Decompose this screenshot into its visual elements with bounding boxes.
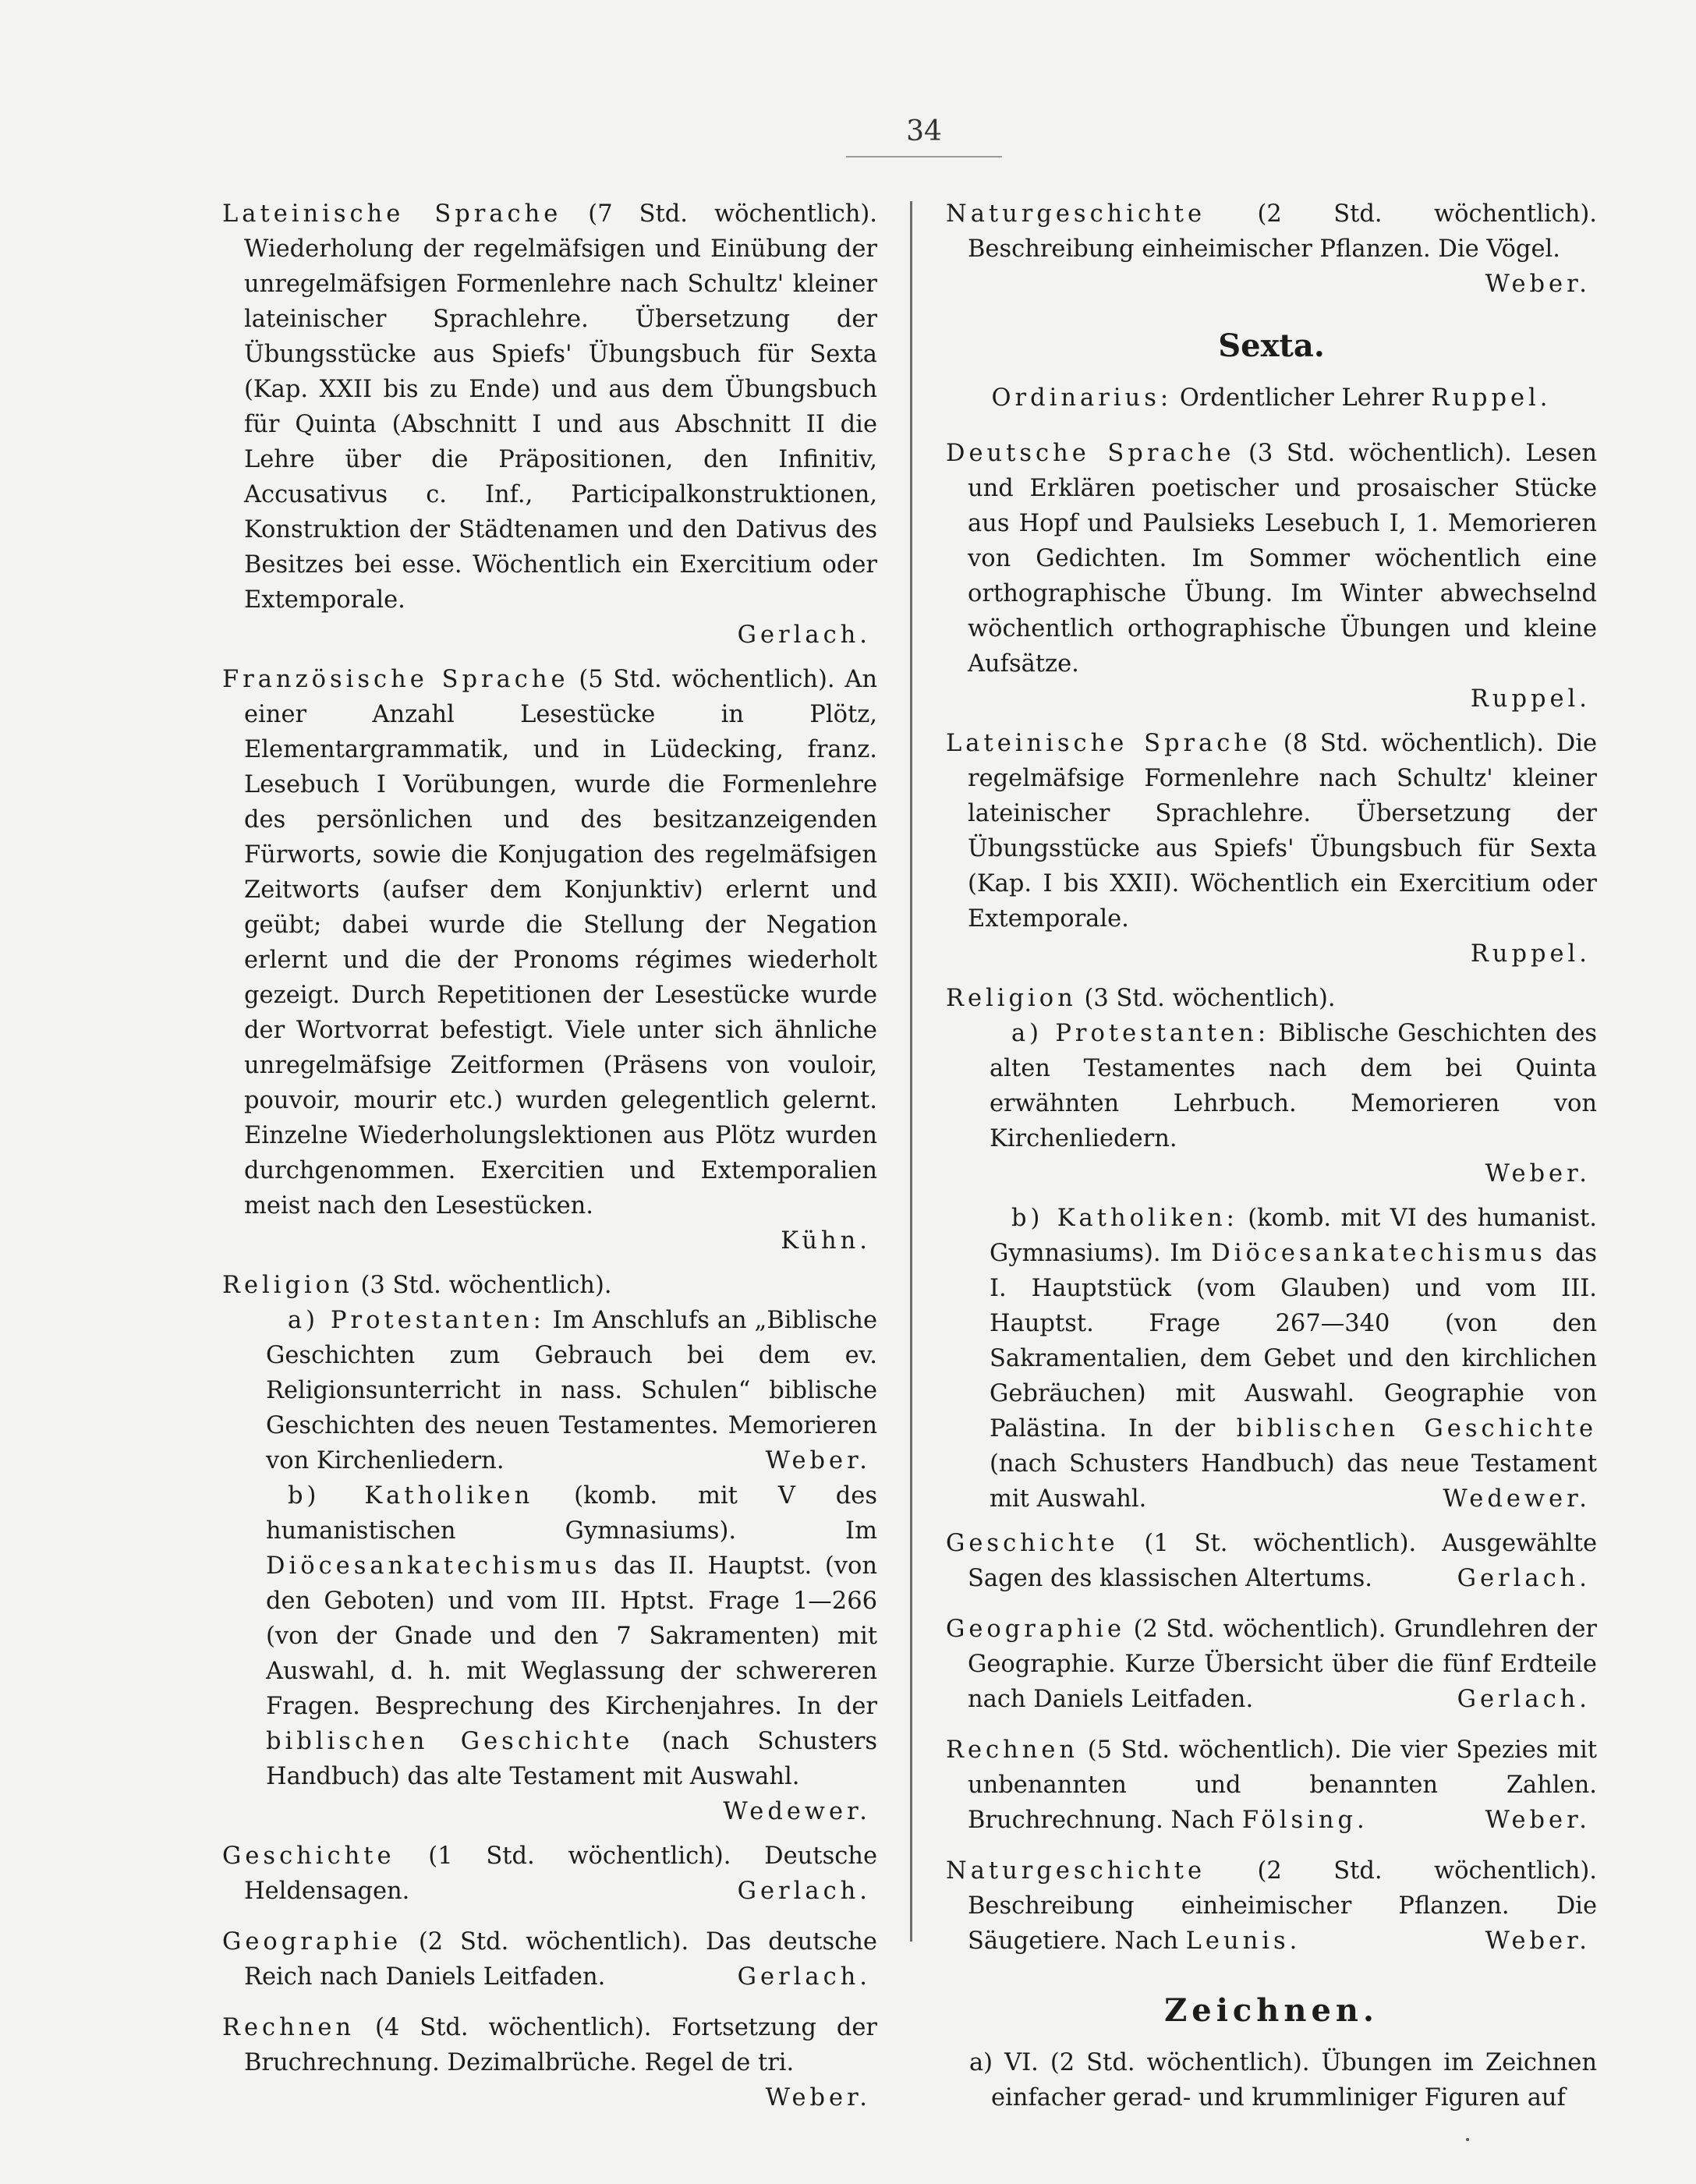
ordinarius-line bbox=[946, 381, 1597, 416]
entry-text: (2 Std. wöchentlich). Beschreibung einheimischer Pflanzen. Die Vögel. bbox=[968, 200, 1597, 263]
entry-lateinische-sprache-sexta bbox=[946, 726, 1597, 972]
entry-geographie-sexta bbox=[946, 1612, 1597, 1717]
subject-label: Geschichte bbox=[946, 1530, 1119, 1557]
emphasis-text: Diöcesankatechismus bbox=[266, 1552, 601, 1580]
entry-lateinische-sprache-quinta bbox=[222, 196, 877, 653]
entry-deutsche-sprache-sexta bbox=[946, 436, 1597, 717]
page-number: 34 bbox=[906, 115, 942, 147]
entry-religion-quinta bbox=[222, 1268, 877, 1829]
subsection-label: b) Katholiken: bbox=[1011, 1205, 1238, 1232]
subsection-text: (nach Schusters Handbuch) das alte Testament mit Auswahl. bbox=[266, 1728, 878, 1790]
religion-protestant bbox=[244, 1303, 877, 1478]
entry-text: (3 Std. wöchentlich). bbox=[352, 1272, 612, 1299]
subject-label: Religion bbox=[222, 1272, 353, 1299]
teacher-signature: Weber. bbox=[1485, 271, 1591, 298]
teacher-signature: Gerlach. bbox=[1457, 1565, 1591, 1592]
teacher-signature: Weber. bbox=[1485, 1160, 1591, 1188]
emphasis-text: Fölsing. bbox=[1241, 1807, 1368, 1834]
teacher-signature: Gerlach. bbox=[1457, 1686, 1591, 1713]
entry-geschichte-quinta bbox=[222, 1839, 877, 1909]
entry-geographie-quinta bbox=[222, 1924, 877, 1995]
teacher-signature: Gerlach. bbox=[737, 1963, 871, 1991]
teacher-signature: Wedewer. bbox=[723, 1798, 871, 1825]
subject-label: Lateinische Sprache bbox=[222, 200, 562, 228]
entry-text: (7 Std. wöchentlich). Wiederholung der regelmäfsigen und Einübung der unregelmäfsigen Formenlehre nach Schultz' kleiner lateinischer Sprachlehre. Übersetzung der Übungsstücke aus Spiefs' Übungsbuch für Sexta (Kap. XXII bis zu Ende) und aus dem Übungsbuch für Quinta (Abschnitt I und aus Abschnitt II die Lehre über die Präpositionen, den Infinitiv, Accusativus c. Inf., Participalkonstruktionen, Konstruktion der Städtenamen und den Dativus des Besitzes bei esse. Wöchentlich ein Exercitium oder Extemporale. bbox=[244, 200, 877, 614]
subsection-text: (nach Schusters Handbuch) das neue Testament mit Auswahl. bbox=[990, 1450, 1597, 1513]
teacher-signature: Weber. bbox=[1485, 1927, 1591, 1955]
subsection-text: das I. Hauptstück (vom Glauben) und vom III. Hauptst. Frage 267—340 (von den Sakramentalien, dem Gebet und den kirchlichen Gebräuchen) mit Auswahl. Geographie von Palästina. In der bbox=[990, 1240, 1598, 1442]
left-column bbox=[222, 196, 877, 2131]
subsection-label: a) Protestanten: bbox=[288, 1307, 545, 1334]
entry-text: (2 Std. wöchentlich). Beschreibung einheimischer Pflanzen. Die Säugetiere. Nach bbox=[968, 1857, 1597, 1955]
entry-text: (2 Std. wöchentlich). Das deutsche Reich nach Daniels Leitfaden. bbox=[244, 1928, 877, 1991]
subject-label: Rechnen bbox=[222, 2014, 356, 2041]
subject-label: Naturgeschichte bbox=[946, 200, 1206, 228]
entry-text: (4 Std. wöchentlich). Fortsetzung der Bruchrechnung. Dezimalbrüche. Regel de tri. bbox=[244, 2014, 877, 2076]
subject-label: Geographie bbox=[946, 1616, 1126, 1643]
subject-label: Geschichte bbox=[222, 1842, 395, 1870]
subsection-text: das II. Hauptst. (von den Geboten) und vom III. Hptst. Frage 1—266 (von der Gnade und den 7 Sakramenten) mit Auswahl, d. h. mit Weglassung der schwereren Fragen. Besprechung des Kirchenjahres. In der bbox=[266, 1552, 877, 1720]
subject-label: Lateinische Sprache bbox=[946, 730, 1272, 757]
teacher-signature: Weber. bbox=[1485, 1807, 1591, 1834]
teacher-signature: Ruppel. bbox=[1470, 685, 1591, 713]
ordinarius-name: Ruppel. bbox=[1431, 384, 1552, 412]
entry-franzoesische-sprache bbox=[222, 662, 877, 1258]
header-rule bbox=[846, 156, 1002, 158]
teacher-signature: Wedewer. bbox=[1443, 1485, 1591, 1513]
entry-naturgeschichte-sexta bbox=[946, 1853, 1597, 1959]
teacher-signature: Gerlach. bbox=[737, 621, 871, 649]
entry-zeichnen-a: a) VI. (2 Std. wöchentlich). Übungen im Zeichnen einfacher gerad- und krummliniger Figuren auf bbox=[969, 2049, 1597, 2111]
teacher-signature: Weber. bbox=[765, 1447, 871, 1474]
subsection-label: b) Katholiken bbox=[288, 1482, 534, 1510]
entry-rechnen-sexta bbox=[946, 1733, 1597, 1838]
teacher-signature: Ruppel. bbox=[1470, 940, 1591, 968]
subsection-text: (komb. mit VI des humanist. Gymnasiums). Im bbox=[990, 1205, 1597, 1267]
entry-text: (5 Std. wöchentlich). Die vier Spezies mit unbenannten und benannten Zahlen. Bruchrechnung. Nach bbox=[968, 1736, 1597, 1834]
teacher-signature: Gerlach. bbox=[737, 1878, 871, 1905]
subsection-text: Biblische Geschichten des alten Testamentes nach dem bei Quinta erwähnten Lehrbuch. Memorieren von Kirchenliedern. bbox=[990, 1020, 1597, 1152]
entry-rechnen-quinta bbox=[222, 2010, 877, 2115]
right-column bbox=[946, 196, 1597, 2131]
subject-label: Deutsche Sprache bbox=[946, 440, 1235, 467]
subject-label: Geographie bbox=[222, 1928, 402, 1956]
entry-geschichte-sexta bbox=[946, 1526, 1597, 1596]
entry-naturgeschichte-quinta bbox=[946, 196, 1597, 302]
column-divider bbox=[910, 201, 912, 1942]
religion-catholic bbox=[244, 1478, 877, 1829]
entry-religion-sexta bbox=[946, 981, 1597, 1517]
subsection-text: Im Anschlufs an „Biblische Geschichten zum Gebrauch bei dem ev. Religionsunterricht in nass. Schulen“ biblische Geschichten des neuen Testamentes. Memorieren von Kirchenliedern. bbox=[266, 1307, 877, 1474]
emphasis-text: biblischen Geschichte bbox=[1236, 1415, 1598, 1442]
entry-text: (8 Std. wöchentlich). Die regelmäfsige Formenlehre nach Schultz' kleiner lateinischer Sprachlehre. Übersetzung der Übungsstücke aus Spiefs' Übungsbuch für Sexta (Kap. I bis XXII). Wöchentlich ein Exercitium oder Extemporale. bbox=[968, 730, 1597, 933]
emphasis-text: biblischen Geschichte bbox=[266, 1728, 634, 1755]
entry-text: (3 Std. wöchentlich). bbox=[1076, 985, 1336, 1012]
teacher-signature: Kühn. bbox=[781, 1227, 871, 1255]
subject-label: Naturgeschichte bbox=[946, 1857, 1206, 1885]
section-heading-zeichnen: Zeichnen. bbox=[1164, 1992, 1379, 2029]
entry-text: (5 Std. wöchentlich). An einer Anzahl Lesestücke in Plötz, Elementargrammatik, und in Lüdecking, franz. Lesebuch I Vorübungen, wurde die Formenlehre des persönlichen und des besitzanzeigenden Fürworts, sowie die Konjugation des regelmäfsigen Zeitworts (aufser dem Konjunktiv) erlernt und geübt; dabei wurde die Stellung der Negation erlernt und die der Pronoms régimes wiederholt gezeigt. Durch Repetitionen der Lesestücke wurde der Wortvorrat befestigt. Viele unter sich ähnliche unregelmäfsige Zeitformen (Präsens von vouloir, pouvoir, mourir etc.) wurden gelegentlich gelernt. Einzelne Wiederholungslektionen aus Plötz wurden durchgenommen. Exercitien und Extemporalien meist nach den Lesestücken. bbox=[244, 666, 877, 1219]
entry-text: (2 Std. wöchentlich). Grundlehren der Geographie. Kurze Übersicht über die fünf Erdteile nach Daniels Leitfaden. bbox=[968, 1616, 1597, 1713]
subsection-label: a) Protestanten: bbox=[1011, 1020, 1270, 1047]
emphasis-text: Leunis. bbox=[1185, 1927, 1301, 1955]
entry-text: (1 Std. wöchentlich). Deutsche Heldensagen. bbox=[244, 1842, 877, 1905]
ordinarius-label: Ordinarius: bbox=[991, 384, 1173, 412]
subject-label: Religion bbox=[946, 985, 1077, 1012]
entry-text: (1 St. wöchentlich). Ausgewählte Sagen des klassischen Altertums. bbox=[968, 1530, 1597, 1592]
subsection-text: (komb. mit V des humanistischen Gymnasiums). Im bbox=[266, 1482, 877, 1545]
entry-text: (3 Std. wöchentlich). Lesen und Erklären poetischer und prosaischer Stücke aus Hopf und Paulsieks Lesebuch I, 1. Memorieren von Gedichten. Im Sommer wöchentlich eine orthographische Übung. Im Winter abwechselnd wöchentlich orthographische Übungen und kleine Aufsätze. bbox=[968, 440, 1598, 678]
religion-catholic bbox=[968, 1201, 1597, 1517]
subject-label: Französische Sprache bbox=[222, 666, 569, 693]
section-heading-sexta: Sexta. bbox=[1218, 327, 1325, 364]
ordinarius-text: Ordentlicher Lehrer bbox=[1172, 384, 1432, 412]
emphasis-text: Diöcesankatechismus bbox=[1211, 1240, 1546, 1267]
teacher-signature: Weber. bbox=[765, 2084, 871, 2111]
subject-label: Rechnen bbox=[946, 1736, 1079, 1764]
paper-speck bbox=[1466, 2138, 1469, 2141]
religion-protestant bbox=[968, 1016, 1597, 1191]
